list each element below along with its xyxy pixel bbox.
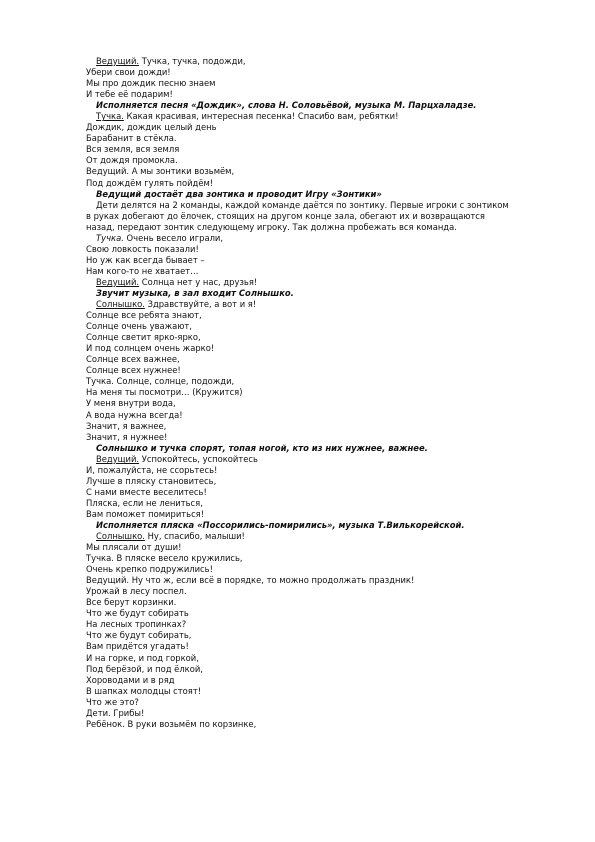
verse-line: Ведущий. Ну что ж, если всё в порядке, то можно продолжать праздник! bbox=[86, 575, 415, 586]
speaker-name: Ведущий. bbox=[96, 276, 140, 287]
game-description: Дети делятся на 2 команды, каждой команде даётся по зонтику. Первые игроки с зонтиком в руках добегают до ёлочек, стоящих на другом конце зала, обегают их и возвращаются назад, передают зонтик следующему игроку. Так должна пробежать вся команда. bbox=[86, 199, 509, 232]
dialogue-line bbox=[86, 299, 516, 310]
script-text bbox=[86, 56, 516, 730]
dialogue-line bbox=[86, 277, 516, 288]
speech-text: Очень весело играли, bbox=[123, 232, 224, 243]
dialogue-line bbox=[86, 531, 516, 542]
verse-line: Нам кого-то не хватает… bbox=[86, 265, 199, 276]
dialogue-line bbox=[86, 233, 516, 244]
verse-line: Солнце очень уважают, bbox=[86, 321, 192, 332]
verse-line: Что же будут собирать bbox=[86, 608, 189, 619]
speaker-name: Тучка. bbox=[96, 232, 124, 243]
speech-text: Здравствуйте, а вот и я! bbox=[144, 299, 257, 310]
verse-line: Дети. Грибы! bbox=[86, 707, 145, 718]
verse-line: Под берёзой, и под ёлкой, bbox=[86, 663, 203, 674]
stage-direction: Исполняется пляска «Поссорились-помирились», музыка Т.Вилькорейской. bbox=[96, 519, 465, 530]
verse-line: У меня внутри вода, bbox=[86, 398, 176, 409]
verse-line: Дождик, дождик целый день bbox=[86, 122, 217, 133]
stage-direction: Звучит музыка, в зал входит Солнышко. bbox=[96, 287, 294, 298]
verse-line: Мы про дождик песню знаем bbox=[86, 78, 216, 89]
verse-line: Солнце светит ярко-ярко, bbox=[86, 332, 201, 343]
verse-line: И, пожалуйста, не ссорьтесь! bbox=[86, 464, 218, 475]
speech-text: Ну, спасибо, малыши! bbox=[144, 531, 245, 542]
speaker-name: Солнышко. bbox=[96, 531, 145, 542]
verse-line: Ведущий. А мы зонтики возьмём, bbox=[86, 166, 235, 177]
verse-line: Хороводами и в ряд bbox=[86, 674, 175, 685]
speech-text: Какая красивая, интересная песенка! Спасибо вам, ребятки! bbox=[123, 111, 399, 122]
verse-line: Ребёнок. В руки возьмём по корзинке, bbox=[86, 718, 257, 729]
speaker-name: Тучка. bbox=[96, 111, 124, 122]
speaker-name: Солнышко. bbox=[96, 299, 145, 310]
verse-line: Лучше в пляску становитесь, bbox=[86, 475, 217, 486]
stage-direction: Исполняется песня «Дождик», слова Н. Соловьёвой, музыка М. Парцхаладзе. bbox=[96, 100, 477, 111]
verse-line: В шапках молодцы стоят! bbox=[86, 685, 202, 696]
verse-line: И на горке, и под горкой, bbox=[86, 652, 199, 663]
verse-line: Тучка. В пляске весело кружились, bbox=[86, 553, 243, 564]
speaker-name: Ведущий. bbox=[96, 453, 140, 464]
verse-line: Вам придётся угадать! bbox=[86, 641, 189, 652]
verse-line: Свою ловкость показали! bbox=[86, 243, 199, 254]
verse-line: На лесных тропинках? bbox=[86, 619, 187, 630]
verse-line: Под дождём гулять пойдём! bbox=[86, 177, 214, 188]
verse-line: Что же это? bbox=[86, 696, 139, 707]
verse-line: Солнце все ребята знают, bbox=[86, 310, 202, 321]
verse-line: Пляска, если не лениться, bbox=[86, 497, 203, 508]
stage-direction: Солнышко и тучка спорят, топая ногой, кто из них нужнее, важнее. bbox=[96, 442, 428, 453]
verse-line: Значит, я важнее, bbox=[86, 420, 167, 431]
verse-line: Урожай в лесу поспел. bbox=[86, 586, 187, 597]
verse-line: Вам поможет помириться! bbox=[86, 508, 205, 519]
dialogue-line bbox=[86, 454, 516, 465]
verse-line: Барабанит в стёкла. bbox=[86, 133, 177, 144]
dialogue-line bbox=[86, 56, 516, 67]
verse-line: Все берут корзинки. bbox=[86, 597, 177, 608]
verse-line: Значит, я нужнее! bbox=[86, 431, 168, 442]
verse-line: От дождя промокла. bbox=[86, 155, 178, 166]
verse-line: Но уж как всегда бывает – bbox=[86, 254, 205, 265]
speech-text: Тучка, тучка, подожди, bbox=[139, 56, 246, 66]
verse-line: И под солнцем очень жарко! bbox=[86, 343, 215, 354]
verse-line: Что же будут собирать, bbox=[86, 630, 192, 641]
verse-line: Вся земля, вся земля bbox=[86, 144, 180, 155]
verse-line: Мы плясали от души! bbox=[86, 542, 182, 553]
verse-line: С нами вместе веселитесь! bbox=[86, 486, 207, 497]
speaker-name: Ведущий. bbox=[96, 56, 140, 66]
dialogue-line bbox=[86, 111, 516, 122]
verse-line: Солнце всех нужнее! bbox=[86, 365, 181, 376]
speech-text: Солнца нет у нас, друзья! bbox=[139, 276, 258, 287]
verse-line: И тебе её подарим! bbox=[86, 89, 173, 100]
verse-line: Убери свои дожди! bbox=[86, 67, 171, 78]
verse-line: А вода нужна всегда! bbox=[86, 409, 183, 420]
verse-line: Тучка. Солнце, солнце, подожди, bbox=[86, 376, 235, 387]
verse-line: Очень крепко подружились! bbox=[86, 564, 213, 575]
speech-text: Успокойтесь, успокойтесь bbox=[139, 453, 258, 464]
verse-line: Солнце всех важнее, bbox=[86, 354, 180, 365]
verse-line: На меня ты посмотри… (Кружится) bbox=[86, 387, 243, 398]
stage-direction: Ведущий достаёт два зонтика и проводит Игру «Зонтики» bbox=[96, 188, 382, 199]
